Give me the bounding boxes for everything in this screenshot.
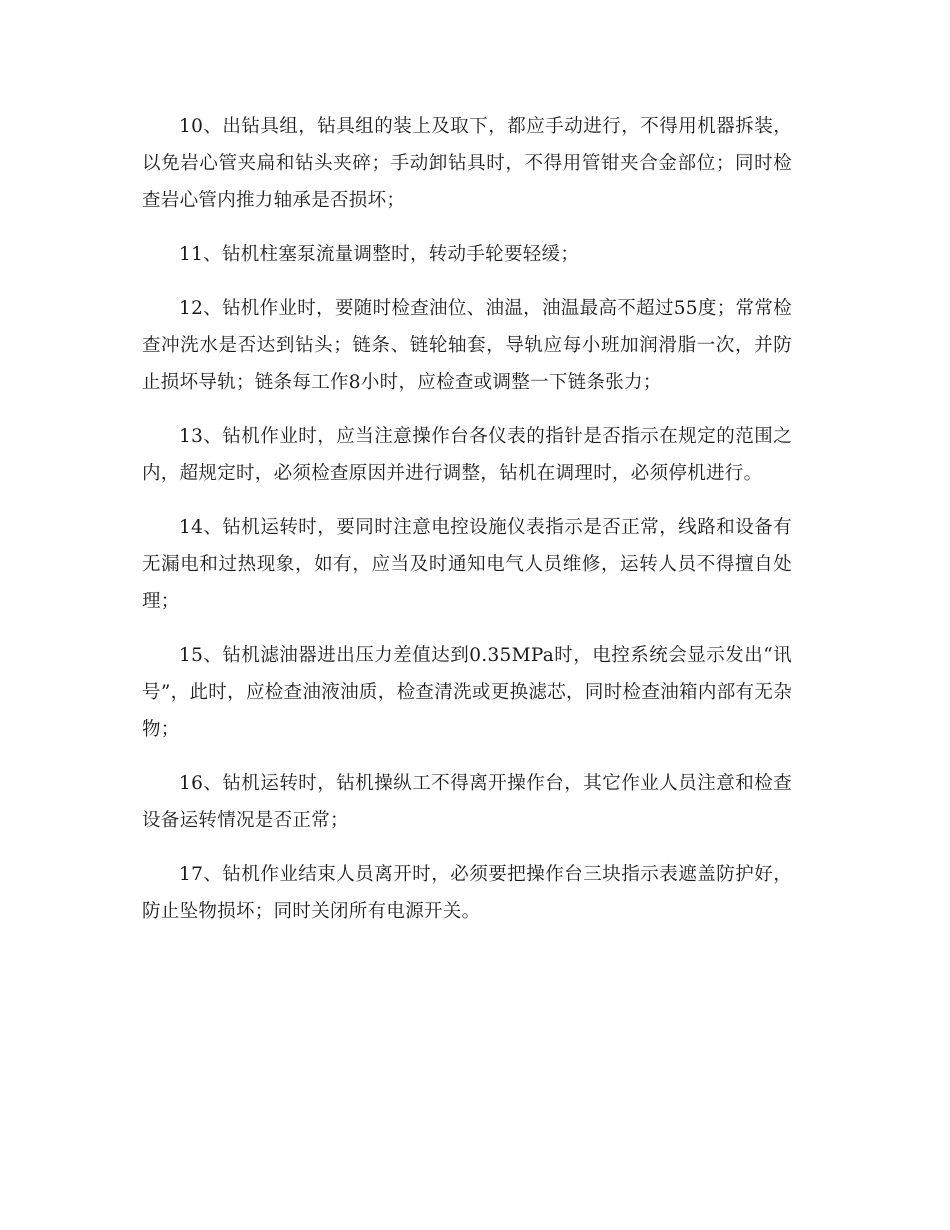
- paragraph-16: 16、钻机运转时，钻机操纵工不得离开操作台，其它作业人员注意和检查设备运转情况是否正常；: [142, 773, 792, 831]
- paragraph-14: 14、钻机运转时，要同时注意电控设施仪表指示是否正常，线路和设备有无漏电和过热现象，如有，应当及时通知电气人员维修，运转人员不得擅自处理；: [142, 517, 792, 612]
- document-body: [142, 108, 792, 947]
- paragraph-11: 11、钻机柱塞泵流量调整时，转动手轮要轻缓；: [179, 244, 580, 265]
- paragraph-13: 13、钻机作业时，应当注意操作台各仪表的指针是否指示在规定的范围之内，超规定时，必须检查原因并进行调整，钻机在调理时，必须停机进行。: [142, 426, 792, 484]
- paragraph-12: 12、钻机作业时，要随时检查油位、油温，油温最高不超过55度；常常检查冲洗水是否达到钻头；链条、链轮轴套，导轨应每小班加润滑脂一次，并防止损坏导轨；链条每工作8小时，应检查或调整一下链条张力；: [142, 298, 792, 393]
- paragraph-10: 10、出钻具组，钻具组的装上及取下，都应手动进行，不得用机器拆装，以免岩心管夹扁和钻头夹碎；手动卸钻具时，不得用管钳夹合金部位；同时检查岩心管内推力轴承是否损坏；: [142, 116, 792, 211]
- paragraph-15: 15、钻机滤油器进出压力差值达到0.35MPa时，电控系统会显示发出“讯号”，此时，应检查油液油质，检查清洗或更换滤芯，同时检查油箱内部有无杂物；: [142, 645, 792, 740]
- paragraph-17: 17、钻机作业结束人员离开时，必须要把操作台三块指示表遮盖防护好，防止坠物损坏；同时关闭所有电源开关。: [142, 864, 792, 922]
